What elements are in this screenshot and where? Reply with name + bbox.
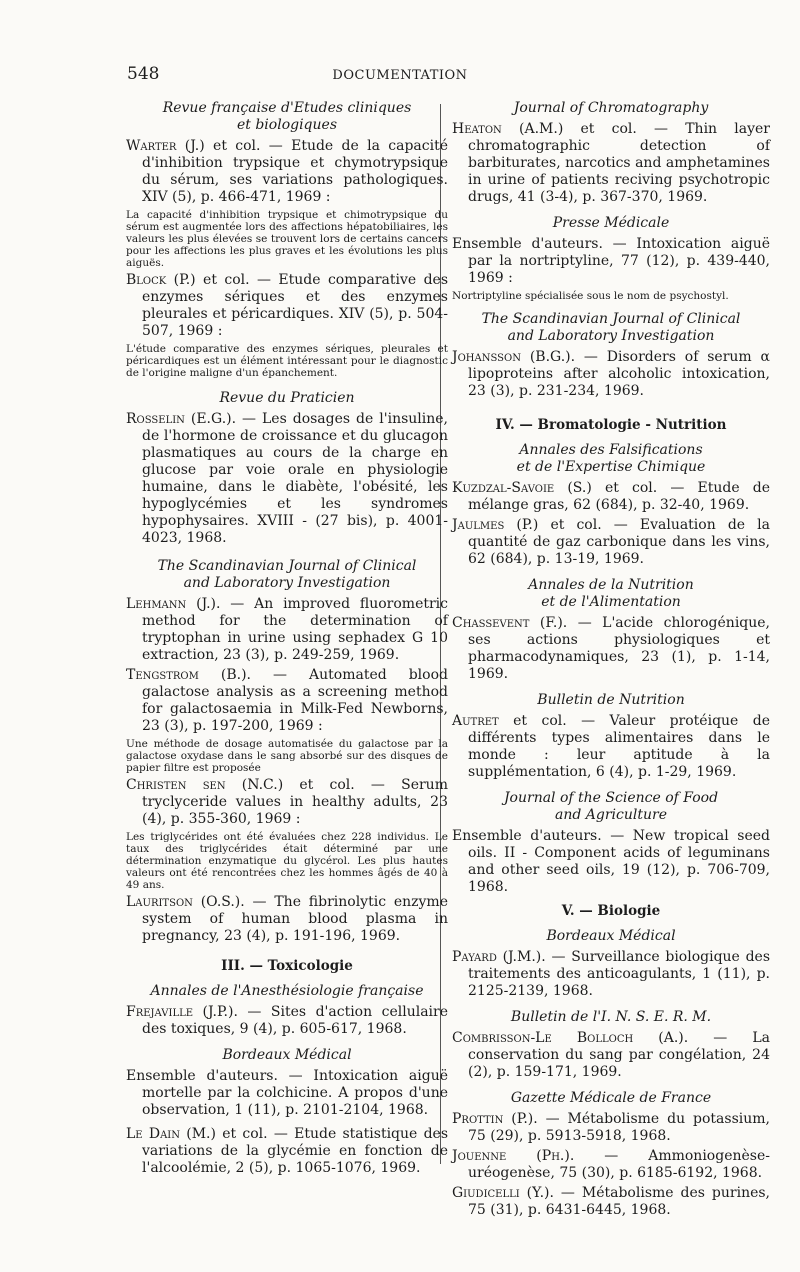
bibliography-entry (126, 1068, 448, 1119)
section-title: III. — Toxicologie (221, 958, 353, 974)
bibliography-entry (452, 517, 770, 568)
journal-title: Gazette Médicale de France (510, 1090, 712, 1106)
bibliography-entry (452, 713, 770, 781)
bibliography-entry (126, 894, 448, 945)
bibliography-entry (126, 1004, 448, 1038)
journal-title: Journal of Chromatography (513, 100, 709, 116)
entry-abstract: L'étude comparative des enzymes sériques, pleurales et péricardiques est un élément intéressant pour le diagnostic de l'origine maligne d'un épanchement. (126, 343, 448, 379)
entry-author: Payard (J.M.) (452, 949, 542, 965)
entry-author: Lehmann (J.) (126, 596, 217, 612)
entry-author: Combrisson-Le Bolloch (A.) (452, 1030, 684, 1046)
entry-text: et col. — Etude statistique des variations de la glycémie en fonction de l'alcoolémie, 2 (5), p. 1065-1076, 1969. (142, 1126, 448, 1176)
bibliography-entry (126, 1126, 448, 1177)
entry-author: Le Dain (M.) (126, 1126, 216, 1142)
entry-text: Ensemble d'auteurs. — Intoxication aiguë par la nortriptyline, 77 (12), p. 439-440, 1969 : (452, 236, 770, 286)
entry-author: Heaton (A.M.) (452, 121, 564, 137)
journal-title: Bordeaux Médical (222, 1047, 352, 1063)
entry-abstract: Les triglycérides ont été évaluées chez 228 individus. Le taux des triglycérides était déterminé par une détermination enzymatique du glycérol. Les plus hautes valeurs ont été rencontrées chez les hommes âgés de 40 à 49 ans. (126, 831, 448, 891)
entry-text: . — Automated blood galactose analysis as a screening method for galactosaemia in Milk-Fed Newborns, 23 (3), p. 197-200, 1969 : (142, 667, 448, 734)
entry-abstract: Nortriptyline spécialisée sous le nom de psychostyl. (452, 290, 729, 302)
bibliography-entry (452, 949, 770, 1000)
running-head: DOCUMENTATION (332, 68, 468, 83)
bibliography-entry (126, 596, 448, 664)
bibliography-entry (452, 480, 770, 514)
page-number: 548 (127, 64, 160, 84)
journal-title: The Scandinavian Journal of Clinical and Laboratory Investigation (481, 311, 741, 344)
bibliography-entry (452, 1030, 770, 1081)
journal-title: Revue du Praticien (219, 390, 355, 406)
section-title: V. — Biologie (561, 903, 661, 919)
journal-title: Presse Médicale (552, 215, 670, 231)
bibliography-entry (126, 272, 448, 340)
journal-title: Bulletin de l'I. N. S. E. R. M. (510, 1009, 712, 1025)
entry-abstract: Une méthode de dosage automatisée du galactose par la galactose oxydase dans le sang absorbé sur des disques de papier filtre est proposée (126, 738, 448, 774)
bibliography-entry (452, 236, 770, 287)
journal-title: Bordeaux Médical (546, 928, 676, 944)
bibliography-entry (452, 1148, 770, 1182)
bibliography-entry (452, 121, 770, 206)
entry-text: . — Sites d'action cellulaire des toxiques, 9 (4), p. 605-617, 1968. (142, 1004, 448, 1037)
bibliography-entry (452, 349, 770, 400)
entry-text: . — Disorders of serum α lipoproteins after alcoholic intoxication, 23 (3), p. 231-234, 1969. (468, 349, 770, 399)
entry-author: Frejaville (J.P.) (126, 1004, 234, 1020)
entry-text: . — Ammoniogenèse-uréogenèse, 75 (30), p. 6185-6192, 1968. (468, 1148, 770, 1181)
entry-text: et col. — Etude de mélange gras, 62 (684), p. 32-40, 1969. (468, 480, 770, 513)
entry-author: Jouenne (Ph.) (452, 1148, 570, 1164)
entry-text: Ensemble d'auteurs. — New tropical seed oils. II - Component acids of leguminans and other seed oils, 19 (12), p. 706-709, 1968. (452, 828, 770, 895)
bibliography-entry (452, 1185, 770, 1219)
entry-text: . — Métabolisme des purines, 75 (31), p. 6431-6445, 1968. (468, 1185, 771, 1218)
entry-author: Jaulmes (P.) (452, 517, 539, 533)
journal-title: Bulletin de Nutrition (537, 692, 685, 708)
entry-author: Autret (452, 713, 499, 729)
entry-text: . — An improved fluorometric method for the determination of tryptophan in urine using sephadex G 10 extraction, 23 (3), p. 249-259, 1969. (142, 596, 448, 663)
entry-author: Warter (J.) (126, 138, 205, 154)
bibliography-entry (126, 667, 448, 735)
bibliography-entry (126, 777, 448, 828)
entry-text: et col. — Etude de la capacité d'inhibition trypsique et chymotrypsique du sérum, ses variations pathologiques. XIV (5), p. 466-471, 1969 : (142, 138, 448, 205)
entry-text: . — The fibrinolytic enzyme system of human blood plasma in pregnancy, 23 (4), p. 191-196, 1969. (142, 894, 448, 944)
entry-abstract: La capacité d'inhibition trypsique et chimotrypsique du sérum est augmentée lors des affections hépatobiliaires, les valeurs les plus élevées se trouvent lors de certains cancers pour les affections les plus graves et les évolutions les plus aiguës. (126, 209, 448, 269)
entry-author: Giudicelli (Y.) (452, 1185, 550, 1201)
bibliography-entry (126, 411, 448, 547)
journal-title: Annales des Falsifications et de l'Expertise Chimique (516, 442, 706, 475)
journal-title: Annales de l'Anesthésiologie française (150, 983, 424, 999)
bibliography-entry (452, 828, 770, 896)
entry-text: et col. — Thin layer chromatographic detection of barbiturates, narcotics and amphetamines in urine of patients reciving psychotropic drugs, 41 (3-4), p. 367-370, 1969. (468, 121, 770, 205)
entry-author: Block (P.) (126, 272, 196, 288)
bibliography-entry (126, 138, 448, 206)
bibliography-entry (452, 1111, 770, 1145)
journal-title: The Scandinavian Journal of Clinical and Laboratory Investigation (157, 558, 417, 591)
left-column (126, 100, 448, 1180)
entry-text: . — La conservation du sang par congélation, 24 (2), p. 159-171, 1969. (468, 1030, 770, 1080)
entry-author: Johansson (B.G.) (452, 349, 571, 365)
entry-text: et col. — Valeur protéique de différents types alimentaires dans le monde : leur aptitude à la supplémentation, 6 (4), p. 1-29, 1969. (468, 713, 770, 780)
entry-author: Christen sen (N.C.) (126, 777, 284, 793)
entry-author: Tengstrom (B.) (126, 667, 247, 683)
section-title: IV. — Bromatologie - Nutrition (495, 417, 727, 433)
entry-author: Kuzdzal-Savoie (S.) (452, 480, 592, 496)
entry-text: . — Surveillance biologique des traitements des anticoagulants, 1 (11), p. 2125-2139, 1968. (468, 949, 771, 999)
bibliography-entry (452, 615, 770, 683)
entry-text: . — L'acide chlorogénique, ses actions physiologiques et pharmacodynamiques, 23 (1), p. 1-14, 1969. (468, 615, 771, 682)
entry-author: Rosselin (E.G.) (126, 411, 232, 427)
entry-author: Lauritson (O.S.) (126, 894, 241, 910)
entry-text: Ensemble d'auteurs. — Intoxication aiguë mortelle par la colchicine. A propos d'une observation, 1 (11), p. 2101-2104, 1968. (126, 1068, 448, 1118)
entry-text: et col. — Etude comparative des enzymes sériques et des enzymes pleurales et péricardiques. XIV (5), p. 504-507, 1969 : (142, 272, 449, 339)
entry-text: . — Métabolisme du potassium, 75 (29), p. 5913-5918, 1968. (468, 1111, 770, 1144)
entry-author: Chassevent (F.) (452, 615, 563, 631)
journal-title: Revue française d'Etudes cliniques et biologiques (162, 100, 412, 133)
right-column (452, 100, 770, 1222)
journal-title: Annales de la Nutrition et de l'Alimentation (528, 577, 694, 610)
entry-text: et col. — Serum tryclyceride values in healthy adults, 23 (4), p. 355-360, 1969 : (142, 777, 448, 827)
entry-author: Prottin (P.) (452, 1111, 534, 1127)
entry-text: et col. — Evaluation de la quantité de gaz carbonique dans les vins, 62 (684), p. 13-19, 1969. (468, 517, 771, 567)
entry-text: . — Les dosages de l'insuline, de l'hormone de croissance et du glucagon plasmatiques au cours de la charge en glucose par voie orale en physiologie humaine, dans le diabète, l'obésité, les hypoglycémies et les syndromes hypophysaires. XVIII - (27 bis), p. 4001-4023, 1968. (142, 411, 448, 546)
journal-title: Journal of the Science of Food and Agriculture (503, 790, 719, 823)
